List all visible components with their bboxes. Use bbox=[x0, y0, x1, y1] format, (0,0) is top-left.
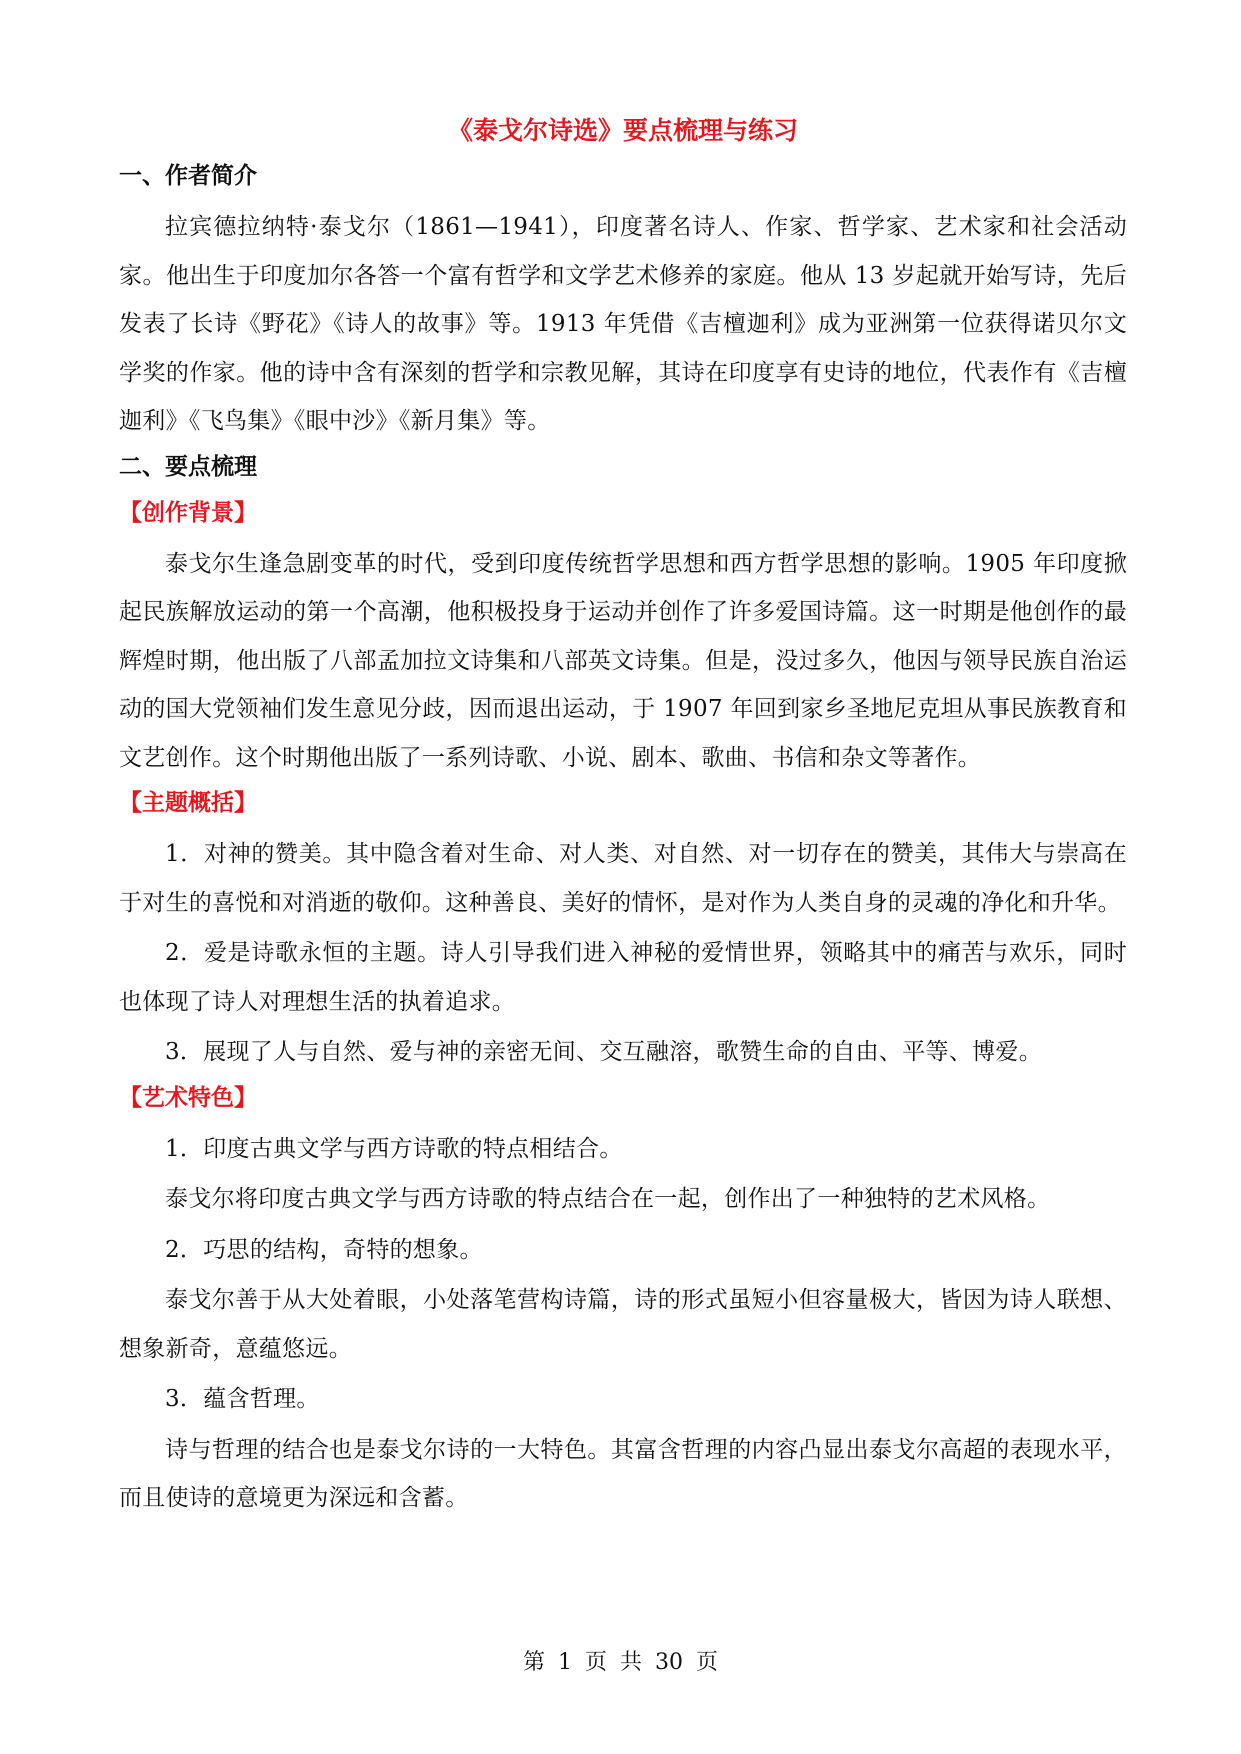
author-paragraph: 拉宾德拉纳特·泰戈尔（1861—1941），印度著名诗人、作家、哲学家、艺术家和社会活动家。他出生于印度加尔各答一个富有哲学和文学艺术修养的家庭。他从 13 岁起就开始写诗，先后发表了长诗《野花》《诗人的故事》等。1913 年凭借《吉檀迦利》成为亚洲第一位获得诺贝尔文学奖的作家。他的诗中含有深刻的哲学和宗教见解，其诗在印度享有史诗的地位，代表作有《吉檀迦利》《飞鸟集》《眼中沙》《新月集》等。 bbox=[119, 214, 1127, 434]
background-label: 【创作背景】 bbox=[119, 499, 257, 526]
theme-item-1: 1．对神的赞美。其中隐含着对生命、对人类、对自然、对一切存在的赞美，其伟大与崇高在于对生的喜悦和对消逝的敬仰。这种善良、美好的情怀，是对作为人类自身的灵魂的净化和升华。 bbox=[119, 841, 1127, 916]
art-point-1: 1．印度古典文学与西方诗歌的特点相结合。 bbox=[165, 1135, 623, 1162]
art-point-3: 3．蕴含哲理。 bbox=[165, 1386, 320, 1412]
section-heading-key-points: 二、要点梳理 bbox=[119, 453, 257, 480]
background-paragraph: 泰戈尔生逢急剧变革的时代，受到印度传统哲学思想和西方哲学思想的影响。1905 年印度掀起民族解放运动的第一个高潮，他积极投身于运动并创作了许多爱国诗篇。这一时期是他创作的最辉煌时期，他出版了八部孟加拉文诗集和八部英文诗集。但是，没过多久，他因与领导民族自治运动的国大党领袖们发生意见分歧，因而退出运动，于 1907 年回到家乡圣地尼克坦从事民族教育和文艺创作。这个时期他出版了一系列诗歌、小说、剧本、歌曲、书信和杂文等著作。 bbox=[119, 550, 1127, 771]
theme-item-3: 3．展现了人与自然、爱与神的亲密无间、交互融溶，歌赞生命的自由、平等、博爱。 bbox=[165, 1039, 1043, 1065]
document-title: 《泰戈尔诗选》要点梳理与练习 bbox=[447, 116, 798, 145]
theme-label: 【主题概括】 bbox=[119, 790, 257, 816]
art-detail-2: 泰戈尔善于从大处着眼，小处落笔营构诗篇，诗的形式虽短小但容量极大，皆因为诗人联想、想象新奇，意蕴悠远。 bbox=[119, 1287, 1127, 1362]
theme-item-2: 2．爱是诗歌永恒的主题。诗人引导我们进入神秘的爱情世界，领略其中的痛苦与欢乐，同时也体现了诗人对理想生活的执着追求。 bbox=[119, 940, 1127, 1015]
page-content bbox=[119, 112, 1127, 1525]
art-detail-3: 诗与哲理的结合也是泰戈尔诗的一大特色。其富含哲理的内容凸显出泰戈尔高超的表现水平，而且使诗的意境更为深远和含蓄。 bbox=[119, 1436, 1127, 1511]
art-point-2: 2．巧思的结构，奇特的想象。 bbox=[165, 1236, 483, 1263]
page-number-footer: 第 1 页 共 30 页 bbox=[523, 1650, 718, 1675]
section-heading-author: 一、作者简介 bbox=[119, 163, 257, 189]
art-detail-1: 泰戈尔将印度古典文学与西方诗歌的特点结合在一起，创作出了一种独特的艺术风格。 bbox=[165, 1186, 1051, 1212]
art-label: 【艺术特色】 bbox=[119, 1084, 257, 1111]
